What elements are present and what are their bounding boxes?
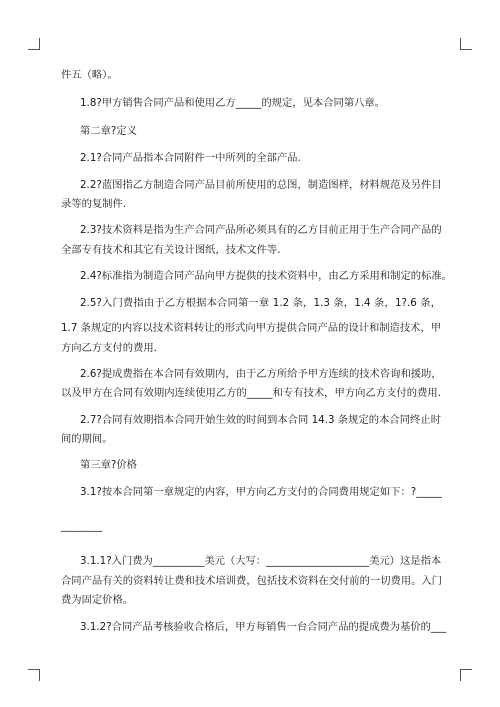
paragraph-line: 方向乙方支付的费用. bbox=[61, 342, 157, 354]
paragraph-line: 费为固定价格。 bbox=[61, 594, 134, 606]
paragraph-line: 1.7 条规定的内容以技术资料转让的形式向甲方提供合同产品的设计和制造技术，甲 bbox=[61, 322, 442, 334]
paragraph-line: ________ bbox=[61, 520, 103, 532]
paragraph-line: 3.1.2?合同产品考核验收合格后，甲方每销售一台合同产品的提成费为基价的___ bbox=[80, 621, 447, 633]
crop-mark-bottom-right bbox=[460, 669, 472, 681]
chapter-heading: 第二章?定义 bbox=[80, 125, 137, 137]
paragraph-line: 合同产品有关的资料转让费和技术培训费，包括技术资料在交付前的一切费用。入门 bbox=[61, 575, 442, 587]
paragraph-line: 3.1?按本合同第一章规定的内容，甲方向乙方支付的合同费用规定如下：?_____ bbox=[80, 486, 442, 498]
paragraph-line: 2.1?合同产品指本合同附件一中所列的全部产品. bbox=[80, 152, 301, 164]
crop-mark-top-right bbox=[460, 38, 472, 50]
paragraph-line: 件五（略）。 bbox=[61, 69, 118, 81]
paragraph-line: 1.8?甲方销售合同产品和使用乙方_____的规定，见本合同第八章。 bbox=[80, 97, 386, 109]
paragraph-line: 2.4?标准指为制造合同产品向甲方提供的技术资料中，由乙方采用和制定的标准。 bbox=[80, 270, 452, 282]
paragraph-line: 间的期间。 bbox=[61, 433, 113, 445]
paragraph-line: 全部专有技术和其它有关设计图纸，技术文件等. bbox=[61, 244, 281, 256]
paragraph-line: 2.6?提成费指在本合同有效期内，由于乙方所给予甲方连续的技术咨询和援助， bbox=[80, 368, 442, 380]
paragraph-line: 2.5?入门费指由于乙方根据本合同第一章 1.2 条，1.3 条，1.4 条，1?.6 条， bbox=[80, 297, 441, 309]
paragraph-line: 3.1.1?入门费为__________美元（大写：____________________美元）这是指本 bbox=[80, 555, 442, 567]
paragraph-line: 2.3?技术资料是指为生产合同产品所必须具有的乙方目前正用于生产合同产品的 bbox=[80, 224, 442, 236]
chapter-heading: 第三章?价格 bbox=[80, 459, 137, 471]
crop-mark-bottom-left bbox=[28, 669, 40, 681]
paragraph-line: 2.2?蓝图指乙方制造合同产品目前所使用的总图，制造图样，材料规范及另件目 bbox=[80, 179, 442, 191]
crop-mark-top-left bbox=[28, 38, 40, 50]
paragraph-line: 2.7?合同有效期指本合同开始生效的时间到本合同 14.3 条规定的本合同终止时 bbox=[80, 414, 441, 426]
paragraph-line: 以及甲方在合同有效期内连续使用乙方的_____和专有技术，甲方向乙方支付的费用. bbox=[61, 387, 441, 399]
paragraph-line: 录等的复制件. bbox=[61, 198, 127, 210]
